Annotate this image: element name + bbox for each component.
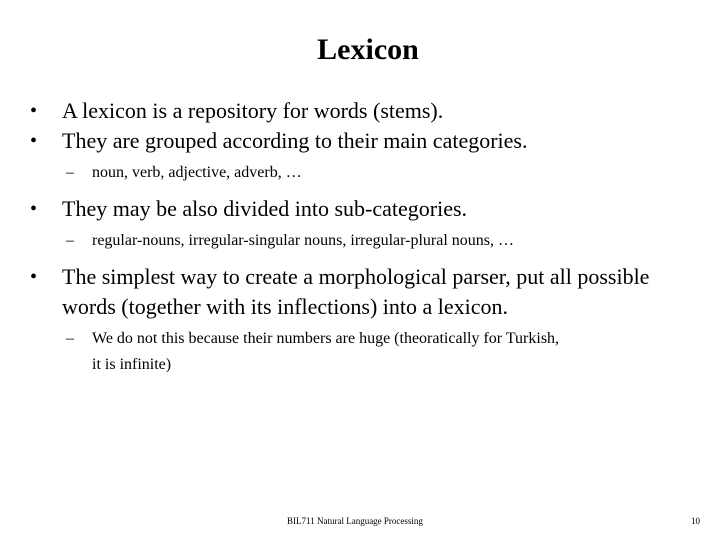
sub-bullet-item xyxy=(30,326,710,378)
dash-marker: – xyxy=(66,330,74,347)
footer-page-number: 10 xyxy=(691,516,700,526)
bullet-marker: • xyxy=(30,130,38,152)
slide-body xyxy=(30,96,710,378)
bullet-text: A lexicon is a repository for words (stems). xyxy=(62,98,444,123)
bullet-text: They may be also divided into sub-categories. xyxy=(62,196,468,221)
bullet-item xyxy=(30,126,710,156)
sub-bullet-text-line: it is infinite) xyxy=(92,356,172,373)
sub-bullet-text: regular-nouns, irregular-singular nouns, irregular-plural nouns, … xyxy=(92,232,515,249)
dash-marker: – xyxy=(66,232,74,249)
bullet-item xyxy=(30,194,710,224)
bullet-item xyxy=(30,96,710,126)
sub-bullet-item xyxy=(30,160,710,186)
footer-course-label: BIL711 Natural Language Processing xyxy=(287,516,423,526)
bullet-marker: • xyxy=(30,100,38,122)
slide-title: Lexicon xyxy=(317,33,419,66)
dash-marker: – xyxy=(66,164,74,181)
bullet-text-line: words (together with its inflections) into a lexicon. xyxy=(62,294,509,319)
bullet-marker: • xyxy=(30,198,38,220)
sub-bullet-item xyxy=(30,228,710,254)
sub-bullet-text-line: We do not this because their numbers are huge (theoratically for Turkish, xyxy=(92,330,560,347)
sub-bullet-text: noun, verb, adjective, adverb, … xyxy=(92,164,302,181)
bullet-text-line: The simplest way to create a morphological parser, put all possible xyxy=(62,264,650,289)
bullet-text: They are grouped according to their main categories. xyxy=(62,128,528,153)
bullet-marker: • xyxy=(30,266,38,288)
bullet-item xyxy=(30,262,710,322)
